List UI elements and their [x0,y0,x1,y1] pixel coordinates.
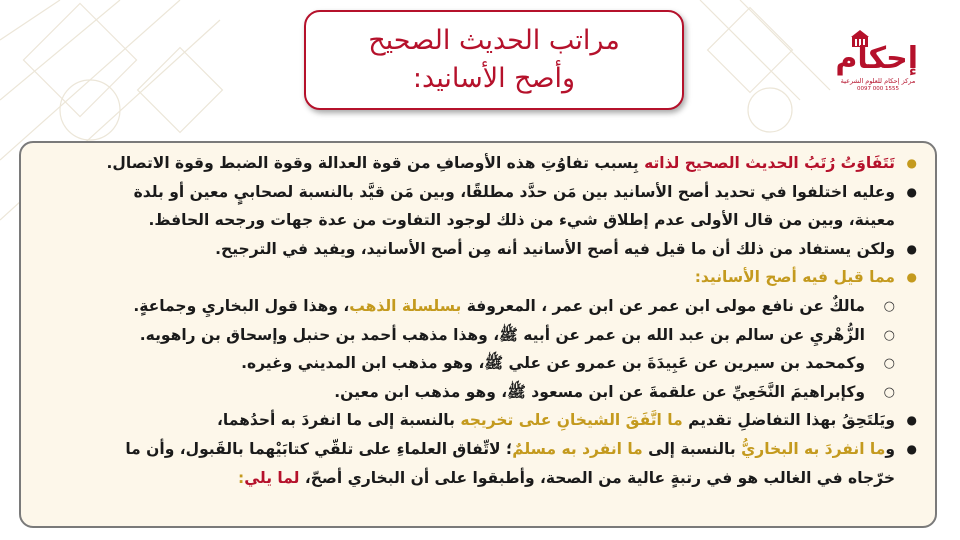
sub-item-1 [29,292,923,321]
item4-heading: مما قيل فيه أصح الأسانيد: [694,268,895,287]
item1-text: بِسبب تفاوُتِ هذه الأوصافِ من قوة العدالة وقوة الضبط وقوة الاتصال. [106,154,645,172]
bullet-icon: ● [906,270,917,285]
logo [836,28,920,98]
item6-text-c: ؛ لاتِّفاق العلماءِ على تلقّي كتابَيْهما بالقَبول، وأن ما [125,439,513,458]
bullet-item-2-continued [29,206,923,235]
bullet-item-6-continued [29,464,923,493]
bullet-icon: ● [906,241,917,256]
circle-bullet-icon: ○ [883,327,895,343]
bullet-icon: ● [906,184,917,199]
item6-highlight-2: ما انفرد به مسلمٌ [512,439,643,458]
sub3-text: وكمحمد بن سيرين عن عَبِيدَةَ بن عمرو عن علي ﷺ، وهو مذهب ابن المديني وغيره. [241,354,865,373]
item2-line1: وعليه اختلفوا في تحديد أصح الأسانيد بين مَن حدَّد مطلقًا، وبين مَن قيَّد بالنسبة لصحابيٍ معين أو بلدة [133,182,895,201]
bullet-item-5 [29,406,923,435]
circle-bullet-icon: ○ [883,356,895,372]
sub4-text: وكإبراهيمَ النَّخَعِيِّ عن علقمةَ عن ابن مسعود ﷺ، وهو مذهب ابن معين. [334,382,865,401]
title-line-1: مراتب الحديث الصحيح [368,25,620,56]
item6-line2-text: خرّجاه في الغالب هو في رتبةٍ عالية من الصحة، وأطبقوا على أن البخاري أصحّ، [299,468,895,487]
item6-text-b: بالنسبة إلى [642,439,742,458]
item3-text: ولكن يستفاد من ذلك أن ما قيل فيه أصح الأسانيد أنه مِن أصح الأسانيد، ويفيد في الترجيح. [215,239,895,258]
item6-line2-colon: : [238,468,245,487]
sub1-text-a: مالكٌ عن نافع مولى ابن عمر عن ابن عمر ، المعروفة [461,296,865,315]
bullet-item-2 [29,178,923,207]
sub1-text-b: ، وهذا قول البخاريِ وجماعةٍ. [133,296,350,315]
bullet-item-6 [29,435,923,464]
logo-phone: 0097 000 1555 [857,86,899,92]
sub-item-3 [29,349,923,378]
item6-line2-highlight: لما يلي [244,468,300,487]
circle-bullet-icon: ○ [883,384,895,400]
bullet-icon: ● [906,156,917,170]
sub1-highlight: بسلسلة الذهب [349,296,462,315]
item5-text-b: بالنسبة إلى ما انفردَ به أحدُهما، [217,411,461,430]
bullet-item-4 [29,263,923,292]
title-line-2: وأصح الأسانيد: [412,63,576,94]
sub-item-4 [29,378,923,407]
bullet-icon: ● [906,413,917,428]
bullet-item-1 [29,149,923,178]
item5-highlight: ما اتَّفَقَ الشيخانِ على تخريجه [460,411,683,430]
sub-item-2 [29,321,923,350]
item6-text-a: و [885,439,895,458]
bullet-item-3 [29,235,923,264]
sub2-text: الزُّهْريِ عن سالم بن عبد الله بن عمر عن أبيه ﷺ، وهذا مذهب أحمد بن حنبل وإسحاق بن راهويه. [139,325,865,344]
item1-highlight: تَتَفَاوَتُ رُتَبُ الحديث الصحيح لذاته [644,154,895,172]
circle-bullet-icon: ○ [883,298,895,314]
item5-text-a: ويَلتَحِقُ بهذا التفاضلِ تقديم [682,411,895,430]
content-lines [29,149,923,492]
item2-line2: معينة، وبين من قال الأولى عدم إطلاق شيء من ذلك لوجود التفاوت من عدة جهات ورجحه الحافظ. [148,211,895,230]
bullet-icon: ● [906,441,917,456]
title-box [304,10,684,110]
logo-word: إحكام [835,41,918,76]
logo-subtitle: مركز إحكام للعلوم الشرعية [840,77,916,85]
item6-highlight-1: ما انفردَ به البخاريُّ [741,439,886,458]
content-panel [19,141,937,528]
